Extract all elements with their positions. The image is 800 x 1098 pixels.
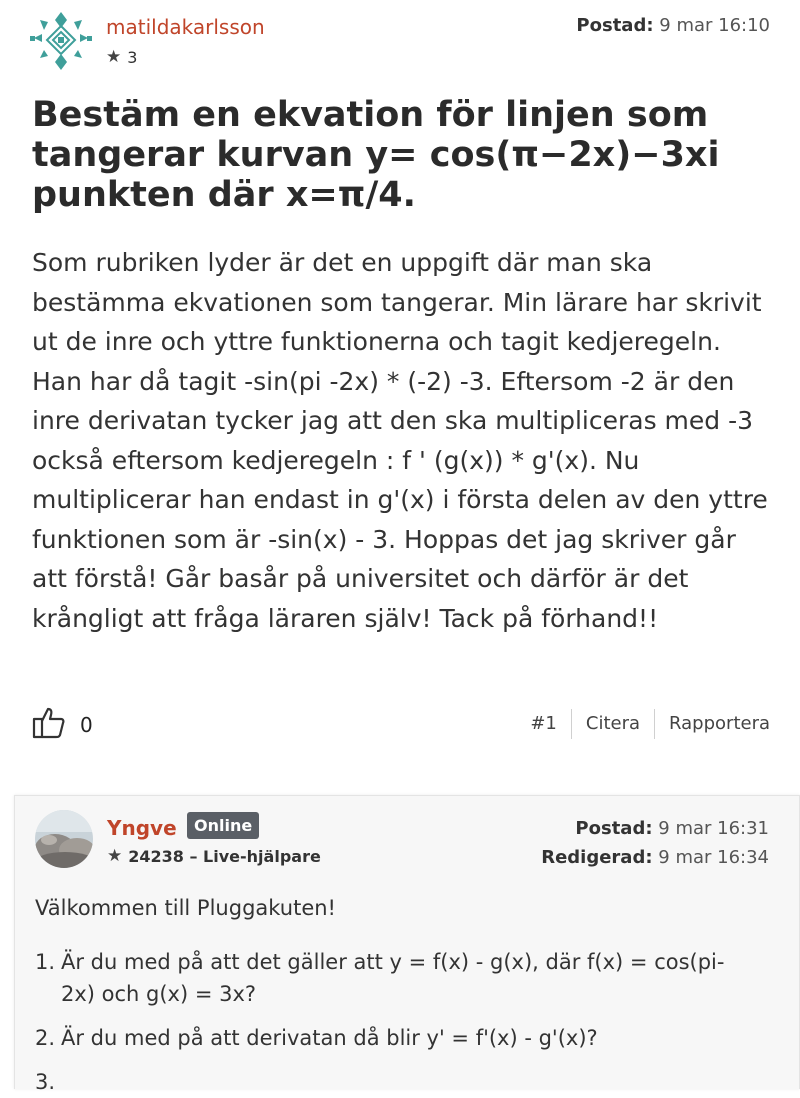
posted-line	[541, 814, 769, 843]
question-list	[35, 946, 755, 1094]
post-timestamps	[541, 814, 769, 872]
user-rank	[106, 47, 137, 67]
avatar-pattern-icon[interactable]	[28, 10, 94, 72]
user-rank	[107, 846, 321, 866]
like-count: 0	[80, 713, 93, 737]
post-timestamp	[576, 15, 770, 36]
list-text: Är du med på att derivatan då blir y' = f'(x) - g'(x)?	[61, 1026, 598, 1050]
list-item	[35, 946, 755, 1010]
posted-time: 9 mar 16:31	[658, 818, 769, 839]
post-number-link[interactable]: #1	[530, 713, 557, 734]
post-title: Bestäm en ekvation för linjen som tangerar kurvan y= cos(π−2x)−3xi punkten där x=π/4.	[32, 95, 720, 215]
star-icon: ★	[107, 846, 123, 866]
rank-value: 24238 – Live-hjälpare	[128, 846, 321, 866]
posted-time: 9 mar 16:10	[659, 15, 770, 36]
posted-label: Postad:	[575, 818, 653, 839]
quote-button[interactable]: Citera	[585, 713, 641, 734]
reply-greeting: Välkommen till Pluggakuten!	[35, 896, 336, 920]
report-button[interactable]: Rapportera	[669, 713, 770, 734]
edited-time: 9 mar 16:34	[658, 847, 769, 868]
list-text: Är du med på att det gäller att y = f(x) - g(x), där f(x) = cos(pi-2x) och g(x) = 3x?	[61, 950, 725, 1006]
posted-label: Postad:	[576, 15, 654, 36]
edited-label: Redigerad:	[541, 847, 653, 868]
author-name[interactable]: matildakarlsson	[106, 15, 265, 39]
reply-post	[14, 795, 800, 1094]
thumbs-up-icon[interactable]	[32, 705, 66, 739]
post-body: Som rubriken lyder är det en uppgift där man ska bestämma ekvationen som tangerar. Min lärare har skrivit ut de inre och yttre funktionerna och tagit kedjeregeln. Han har då tagit -sin(pi -2x) * (-2) -3. Eftersom -2 är den inre derivatan tycker jag att den ska multipliceras med -3 också eftersom kedjeregeln : f ' (g(x)) * g'(x). Nu multiplicerar han endast in g'(x) i första delen av den yttre funktionen som är -sin(x) - 3. Hoppas det jag skriver går att förstå! Går basår på universitet och därför är det krångligt att fråga läraren själv! Tack på förhand!!	[32, 248, 768, 633]
list-number: 1.	[35, 950, 56, 974]
rank-value: 3	[127, 47, 138, 67]
star-icon: ★	[106, 47, 122, 67]
post-action-links	[516, 705, 770, 742]
avatar[interactable]	[35, 810, 93, 868]
list-number: 2.	[35, 1026, 56, 1050]
edited-line	[541, 843, 769, 872]
list-item	[35, 1022, 755, 1054]
list-number: 3.	[35, 1070, 56, 1094]
post-actions	[0, 700, 800, 756]
online-badge: Online	[187, 812, 259, 839]
author-name[interactable]: Yngve	[107, 816, 177, 840]
